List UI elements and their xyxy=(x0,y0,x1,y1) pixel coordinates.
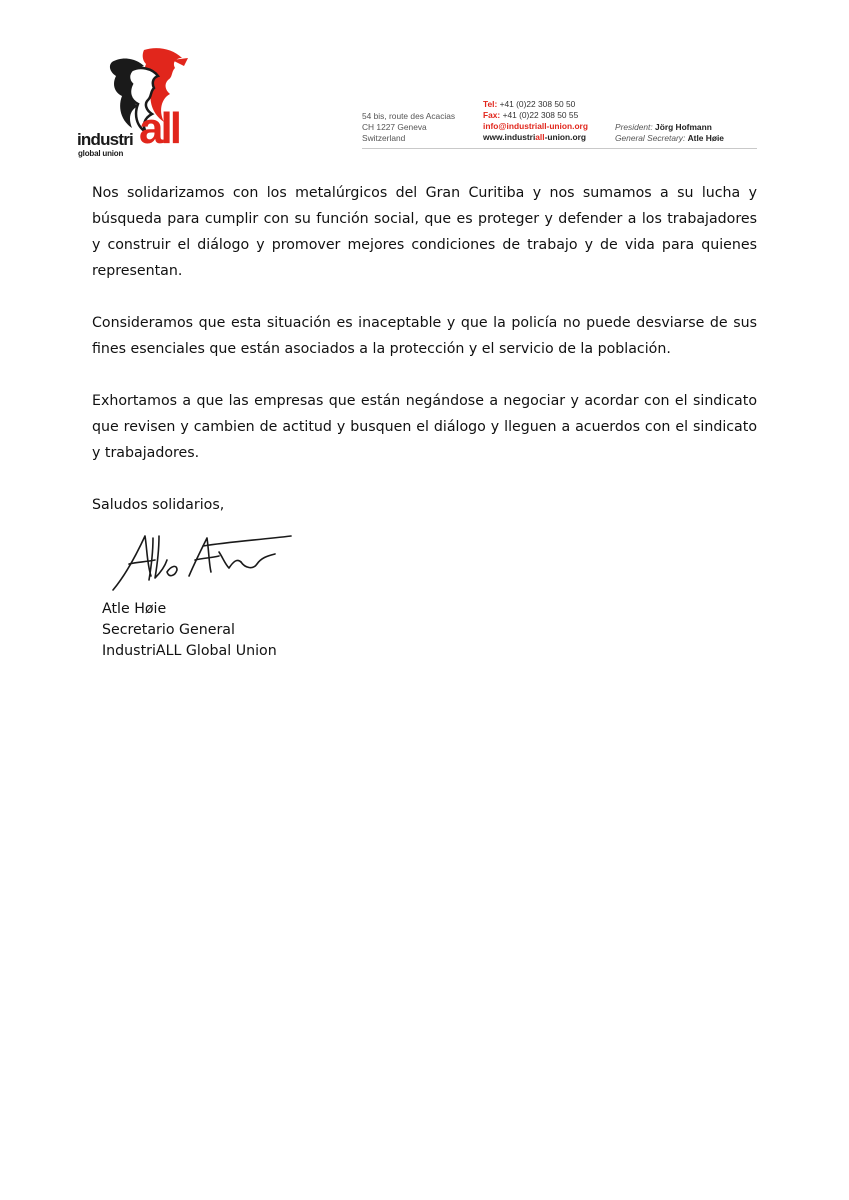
website-pre: www.industri xyxy=(483,131,536,142)
contact-block xyxy=(483,99,588,143)
fax-label: Fax: xyxy=(483,109,501,120)
body-paragraph: Exhortamos a que las empresas que están negándose a negociar y acordar con el sindicato que revisen y cambien de actitud y busquen el diálogo y lleguen a acuerdos con el sindicato y trabajadores. xyxy=(92,393,757,461)
fax-row xyxy=(483,110,588,121)
secretary-name: Atle Høie xyxy=(687,132,724,143)
address-line: CH 1227 Geneva xyxy=(362,121,427,132)
faces-silhouette-icon xyxy=(72,44,202,134)
logo-brand-industri: industri xyxy=(77,130,133,149)
secretary-label: General Secretary: xyxy=(615,132,686,143)
officers-block xyxy=(615,122,724,144)
address-line: 54 bis, route des Acacias xyxy=(362,111,456,121)
secretary-row xyxy=(615,133,724,144)
president-name: Jörg Hofmann xyxy=(655,122,712,132)
fax-value: +41 (0)22 308 50 55 xyxy=(502,109,579,120)
header-divider xyxy=(362,148,757,149)
website-post: -union.org xyxy=(544,131,586,142)
signatory-name: Atle Høie xyxy=(102,601,167,617)
logo-brand-all: all xyxy=(139,104,179,153)
website-red: all xyxy=(535,131,545,142)
logo-tagline: global union xyxy=(78,149,124,158)
email-link[interactable]: info@industriall-union.org xyxy=(483,120,588,131)
body-paragraph: Nos solidarizamos con los metalúrgicos del Gran Curitiba y nos sumamos a su lucha y búsqueda para cumplir con su función social, que es proteger y defender a los trabajadores y construir el diálogo y promover mejores condiciones de trabajo y de vida para quienes representan. xyxy=(92,185,757,279)
website-link[interactable] xyxy=(483,132,588,143)
handwritten-signature xyxy=(107,528,297,598)
president-row xyxy=(615,122,724,133)
body-paragraph: Consideramos que esta situación es inaceptable y que la policía no puede desviarse de sus fines esenciales que están asociados a la protección y el servicio de la población. xyxy=(92,315,757,357)
tel-value: +41 (0)22 308 50 50 xyxy=(499,99,576,109)
industriall-logo xyxy=(72,44,202,164)
signatory-title: Secretario General xyxy=(102,622,235,638)
address-line: Switzerland xyxy=(362,132,406,143)
tel-row xyxy=(483,99,588,110)
address-block xyxy=(362,111,455,144)
signatory-organization: IndustriALL Global Union xyxy=(102,643,277,659)
letter-body xyxy=(92,180,757,518)
closing-salutation: Saludos solidarios, xyxy=(92,497,225,513)
president-label: President: xyxy=(615,122,653,132)
tel-label: Tel: xyxy=(483,99,498,109)
signature-block xyxy=(102,599,277,662)
